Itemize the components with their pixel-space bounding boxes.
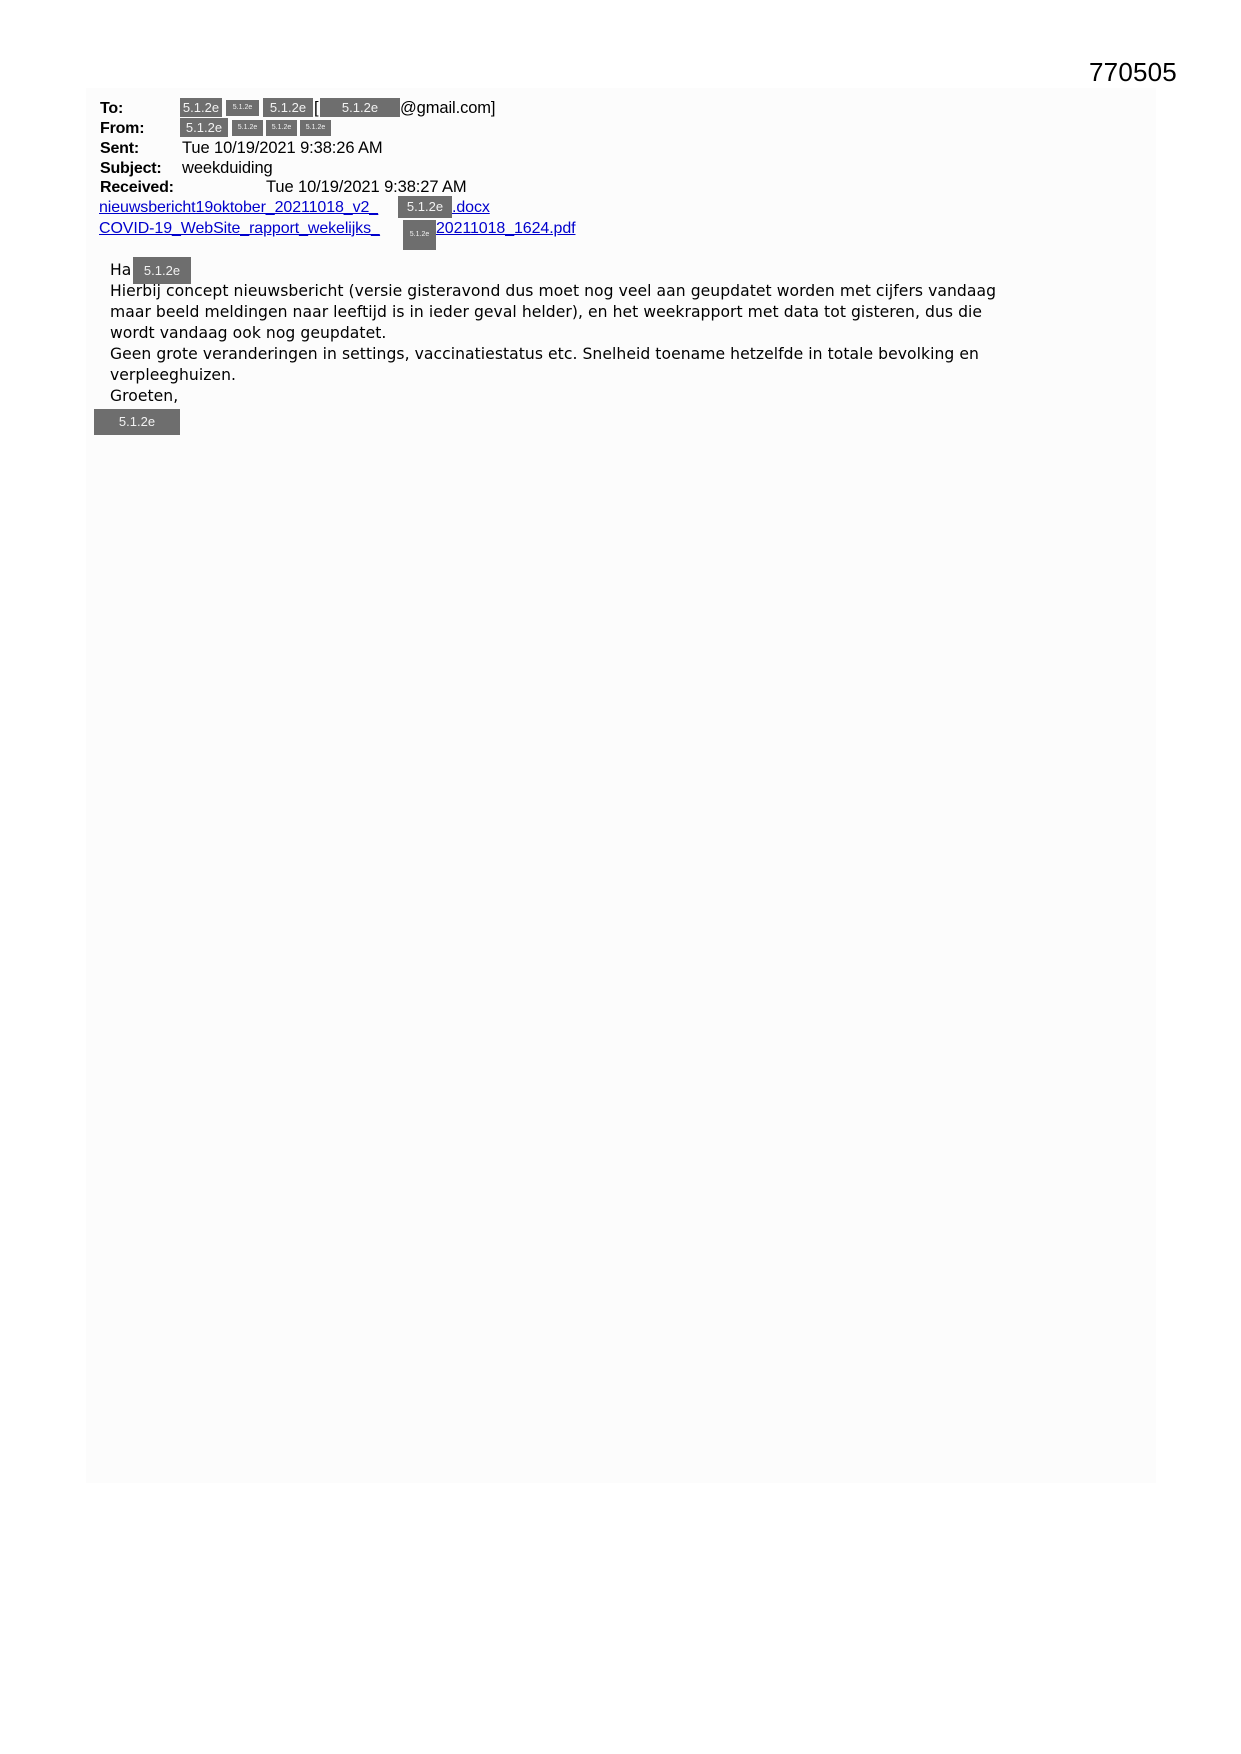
sent-label: Sent:: [100, 140, 140, 157]
attachment-link-docx-prefix[interactable]: nieuwsbericht19oktober_20211018_v2_: [99, 199, 379, 216]
received-label: Received:: [100, 179, 174, 196]
body-line: wordt vandaag ook nog geupdatet.: [110, 324, 387, 342]
to-label: To:: [100, 100, 124, 117]
redaction-box: 5.1.2e: [320, 98, 400, 117]
redaction-box: 5.1.2e: [398, 196, 452, 218]
redaction-box: 5.1.2e: [266, 120, 297, 136]
redaction-box: 5.1.2e: [232, 120, 263, 136]
body-line: verpleeghuizen.: [110, 366, 237, 384]
signature-redaction: 5.1.2e: [94, 409, 180, 435]
from-label: From:: [100, 120, 145, 137]
body-line: maar beeld meldingen naar leeftijd is in ieder geval helder), en het weekrapport met data tot gisteren, dus die: [110, 303, 983, 321]
body-line: Hierbij concept nieuwsbericht (versie gisteravond dus moet nog veel aan geupdatet worden met cijfers vandaag: [110, 282, 997, 300]
body-line: Groeten,: [110, 387, 179, 405]
sent-value: Tue 10/19/2021 9:38:26 AM: [182, 139, 383, 157]
redaction-box: 5.1.2e: [403, 220, 436, 250]
attachment-link-docx-suffix[interactable]: .docx: [452, 199, 490, 216]
subject-label: Subject:: [100, 160, 162, 177]
redaction-box: 5.1.2e: [180, 98, 222, 117]
to-bracket-open: [: [314, 99, 319, 117]
redaction-box: 5.1.2e: [300, 120, 331, 136]
redaction-box: 5.1.2e: [226, 100, 259, 116]
subject-value: weekduiding: [182, 159, 273, 177]
document-number: 770505: [1089, 57, 1177, 87]
received-value: Tue 10/19/2021 9:38:27 AM: [266, 178, 467, 196]
attachment-link-pdf-suffix[interactable]: 20211018_1624.pdf: [436, 220, 576, 237]
to-email-suffix: @gmail.com]: [400, 99, 496, 117]
redaction-box: 5.1.2e: [180, 118, 228, 137]
attachment-link-pdf-prefix[interactable]: COVID-19_WebSite_rapport_wekelijks_: [99, 220, 380, 237]
redaction-box: 5.1.2e: [263, 98, 313, 117]
greeting: Ha: [110, 261, 132, 279]
redaction-box: 5.1.2e: [133, 257, 191, 284]
body-line: Geen grote veranderingen in settings, vaccinatiestatus etc. Snelheid toename hetzelfde in totale bevolking en: [110, 345, 979, 363]
